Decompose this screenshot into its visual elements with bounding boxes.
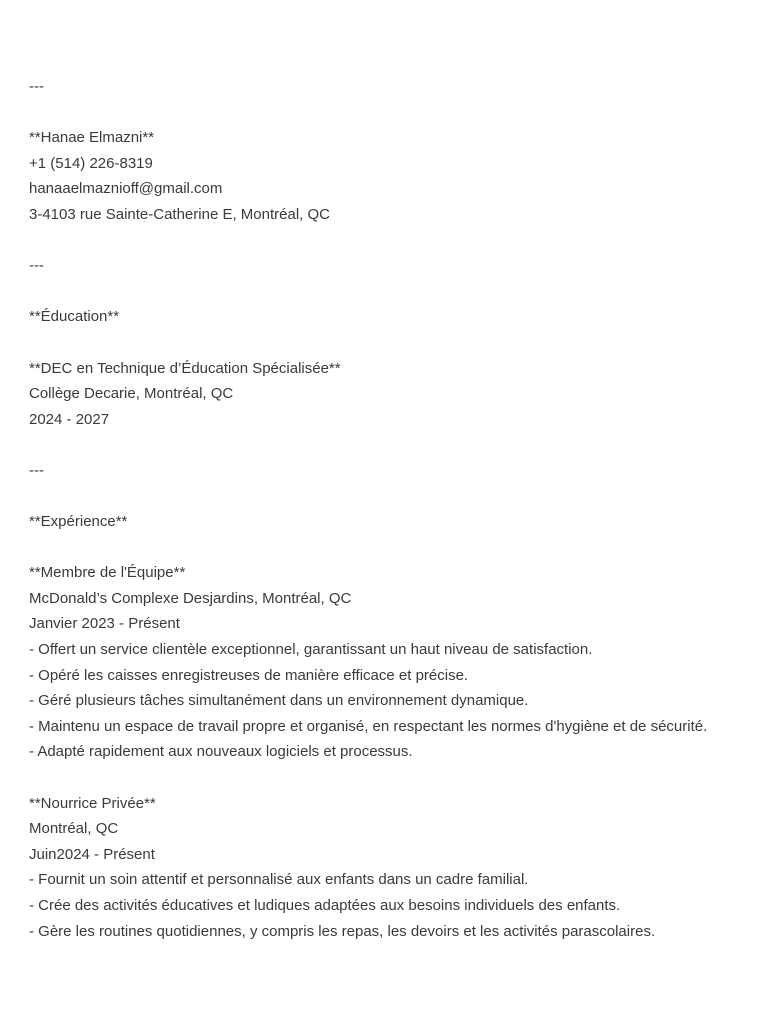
- job-bullet: - Géré plusieurs tâches simultanément dans un environnement dynamique.: [29, 692, 529, 710]
- job-bullet: - Fournit un soin attentif et personnalisé aux enfants dans un cadre familial.: [29, 871, 529, 889]
- job-entry: [29, 560, 729, 765]
- job-title: **Membre de l'Équipe**: [29, 564, 186, 582]
- separator: ---: [29, 78, 44, 95]
- job-dates: Janvier 2023 - Présent: [29, 615, 180, 633]
- contact-address: 3-4103 rue Sainte-Catherine E, Montréal, QC: [29, 205, 330, 223]
- job-place: Montréal, QC: [29, 820, 119, 838]
- blank-line: [29, 100, 729, 126]
- blank-line: [29, 765, 729, 791]
- job-bullet: - Crée des activités éducatives et ludiques adaptées aux besoins individuels des enfants.: [29, 897, 621, 914]
- contact-email: hanaaelmaznioff@gmail.com: [29, 180, 223, 198]
- education-heading: **Éducation**: [29, 308, 120, 326]
- job-dates: Juin2024 - Présent: [29, 845, 155, 863]
- education-dates: 2024 - 2027: [29, 410, 110, 428]
- blank-line: [29, 535, 729, 561]
- blank-line: [29, 330, 729, 356]
- job-place: McDonald’s Complexe Desjardins, Montréal, QC: [29, 589, 352, 607]
- education-school: Collège Decarie, Montréal, QC: [29, 385, 234, 403]
- resume-document: [29, 74, 729, 944]
- job-bullet: - Opéré les caisses enregistreuses de manière efficace et précise.: [29, 666, 469, 684]
- contact-phone: +1 (514) 226-8319: [29, 154, 153, 172]
- job-entry: [29, 791, 729, 945]
- experience-heading: **Expérience**: [29, 513, 128, 531]
- blank-line: [29, 228, 729, 254]
- job-title: **Nourrice Privée**: [29, 794, 156, 812]
- contact-block: [29, 125, 729, 227]
- education-degree: **DEC en Technique d’Éducation Spécialisée**: [29, 359, 341, 377]
- education-section: [29, 304, 729, 432]
- job-bullet: - Adapté rapidement aux nouveaux logiciels et processus.: [29, 743, 413, 761]
- job-bullet: - Maintenu un espace de travail propre et organisé, en respectant les normes d'hygiène et de sécurité.: [29, 717, 708, 735]
- experience-section: [29, 509, 729, 944]
- contact-name: **Hanae Elmazni**: [29, 129, 155, 147]
- blank-line: [29, 484, 729, 510]
- blank-line: [29, 279, 729, 305]
- job-bullet: - Offert un service clientèle exceptionnel, garantissant un haut niveau de satisfaction.: [29, 641, 593, 659]
- blank-line: [29, 432, 729, 458]
- separator: ---: [29, 257, 44, 275]
- job-bullet: - Gère les routines quotidiennes, y compris les repas, les devoirs et les activités parascolaires.: [29, 922, 656, 940]
- separator: ---: [29, 461, 44, 479]
